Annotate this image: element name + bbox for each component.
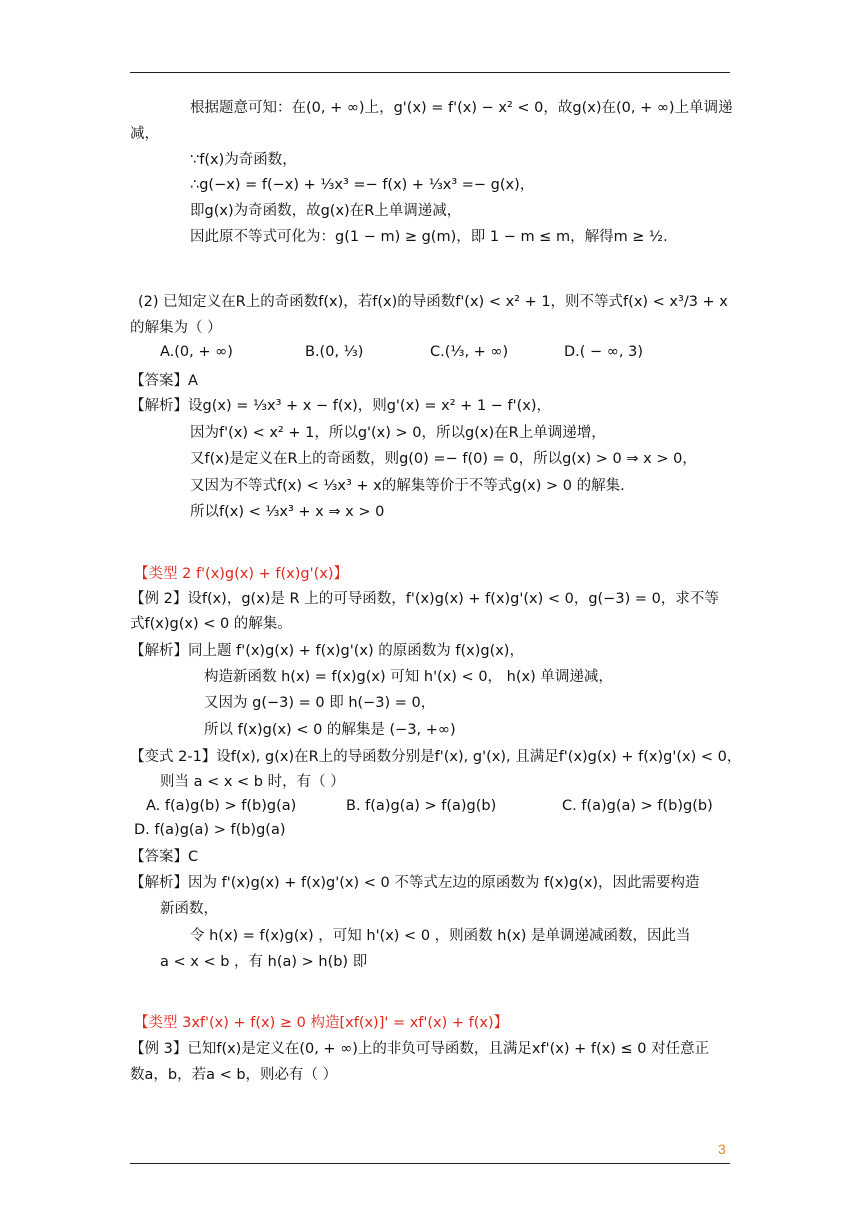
- text-line: C. f(a)g(a) > f(b)g(b): [562, 798, 713, 814]
- text-line: A.(0, + ∞): [160, 344, 233, 360]
- text-line: D. f(a)g(a) > f(b)g(a): [134, 822, 286, 838]
- text-line: 即g(x)为奇函数，故g(x)在R上单调递减，: [190, 203, 462, 219]
- text-line: A. f(a)g(b) > f(b)g(a): [146, 798, 297, 814]
- text-line: B. f(a)g(a) > f(a)g(b): [346, 798, 497, 814]
- text-line: C.(⅓, + ∞): [430, 344, 509, 360]
- page-number: 3: [718, 1141, 726, 1157]
- text-line: 【例 3】已知f(x)是定义在(0, + ∞)上的非负可导函数，且满足xf'(x) + f(x) ≤ 0 对任意正: [130, 1041, 710, 1057]
- text-line: 新函数，: [160, 901, 218, 917]
- text-line: 【解析】同上题 f'(x)g(x) + f(x)g'(x) 的原函数为 f(x)g(x)，: [130, 643, 524, 659]
- text-line: a < x < b ，有 h(a) > h(b) 即: [160, 954, 368, 970]
- text-line: 则当 a < x < b 时，有（ ）: [160, 774, 345, 790]
- text-line: (2) 已知定义在R上的奇函数f(x)，若f(x)的导函数f'(x) < x² + 1，则不等式f(x) < x³/3 + x: [138, 294, 728, 310]
- text-line: 构造新函数 h(x) = f(x)g(x) 可知 h'(x) < 0， h(x) 单调递减，: [204, 669, 613, 685]
- header-rule: [130, 72, 730, 73]
- text-line: 【变式 2-1】设f(x), g(x)在R上的导函数分别是f'(x), g'(x), 且满足f'(x)g(x) + f(x)g'(x) < 0，: [130, 749, 742, 765]
- text-line: 又因为 g(−3) = 0 即 h(−3) = 0，: [204, 695, 436, 711]
- text-line: 令 h(x) = f(x)g(x) ，可知 h'(x) < 0 ，则函数 h(x) 是单调递减函数，因此当: [190, 928, 691, 944]
- text-line: 【解析】因为 f'(x)g(x) + f(x)g'(x) < 0 不等式左边的原函数为 f(x)g(x)，因此需要构造: [130, 875, 700, 891]
- text-line: 【例 2】设f(x)，g(x)是 R 上的可导函数，f'(x)g(x) + f(x)g'(x) < 0，g(−3) = 0，求不等: [130, 591, 719, 607]
- text-line: 又因为不等式f(x) < ⅓x³ + x的解集等价于不等式g(x) > 0 的解集.: [190, 478, 625, 494]
- text-line: B.(0, ⅓): [305, 344, 364, 360]
- text-line: 【类型 3xf'(x) + f(x) ≥ 0 构造[xf(x)]' = xf'(x) + f(x)】: [134, 1015, 509, 1031]
- text-line: 【答案】A: [130, 373, 198, 389]
- text-line: 根据题意可知：在(0, + ∞)上，g'(x) = f'(x) − x² < 0，故g(x)在(0, + ∞)上单调递: [190, 100, 733, 116]
- text-line: 因此原不等式可化为：g(1 − m) ≥ g(m)，即 1 − m ≤ m，解得m ≥ ½.: [190, 229, 668, 245]
- text-line: ∵f(x)为奇函数，: [190, 152, 297, 168]
- text-line: 式f(x)g(x) < 0 的解集。: [130, 616, 292, 632]
- text-line: 又f(x)是定义在R上的奇函数，则g(0) =− f(0) = 0，所以g(x) > 0 ⇒ x > 0，: [190, 451, 697, 467]
- text-line: 数a，b，若a < b，则必有（ ）: [130, 1067, 338, 1083]
- text-line: 所以 f(x)g(x) < 0 的解集是 (−3, +∞): [204, 722, 456, 738]
- text-line: 【解析】设g(x) = ⅓x³ + x − f(x)，则g'(x) = x² + 1 − f'(x)，: [130, 398, 552, 414]
- text-line: 所以f(x) < ⅓x³ + x ⇒ x > 0: [190, 504, 385, 520]
- text-line: 的解集为（ ）: [130, 320, 222, 336]
- text-line: D.( − ∞, 3): [564, 344, 643, 360]
- text-line: 【类型 2 f'(x)g(x) + f(x)g'(x)】: [134, 566, 348, 582]
- text-line: ∴g(−x) = f(−x) + ⅓x³ =− f(x) + ⅓x³ =− g(x)，: [190, 177, 535, 193]
- text-line: 减，: [130, 126, 159, 142]
- footer-rule: [130, 1163, 730, 1164]
- text-line: 因为f'(x) < x² + 1，所以g'(x) > 0，所以g(x)在R上单调递增，: [190, 425, 606, 441]
- text-line: 【答案】C: [130, 849, 199, 865]
